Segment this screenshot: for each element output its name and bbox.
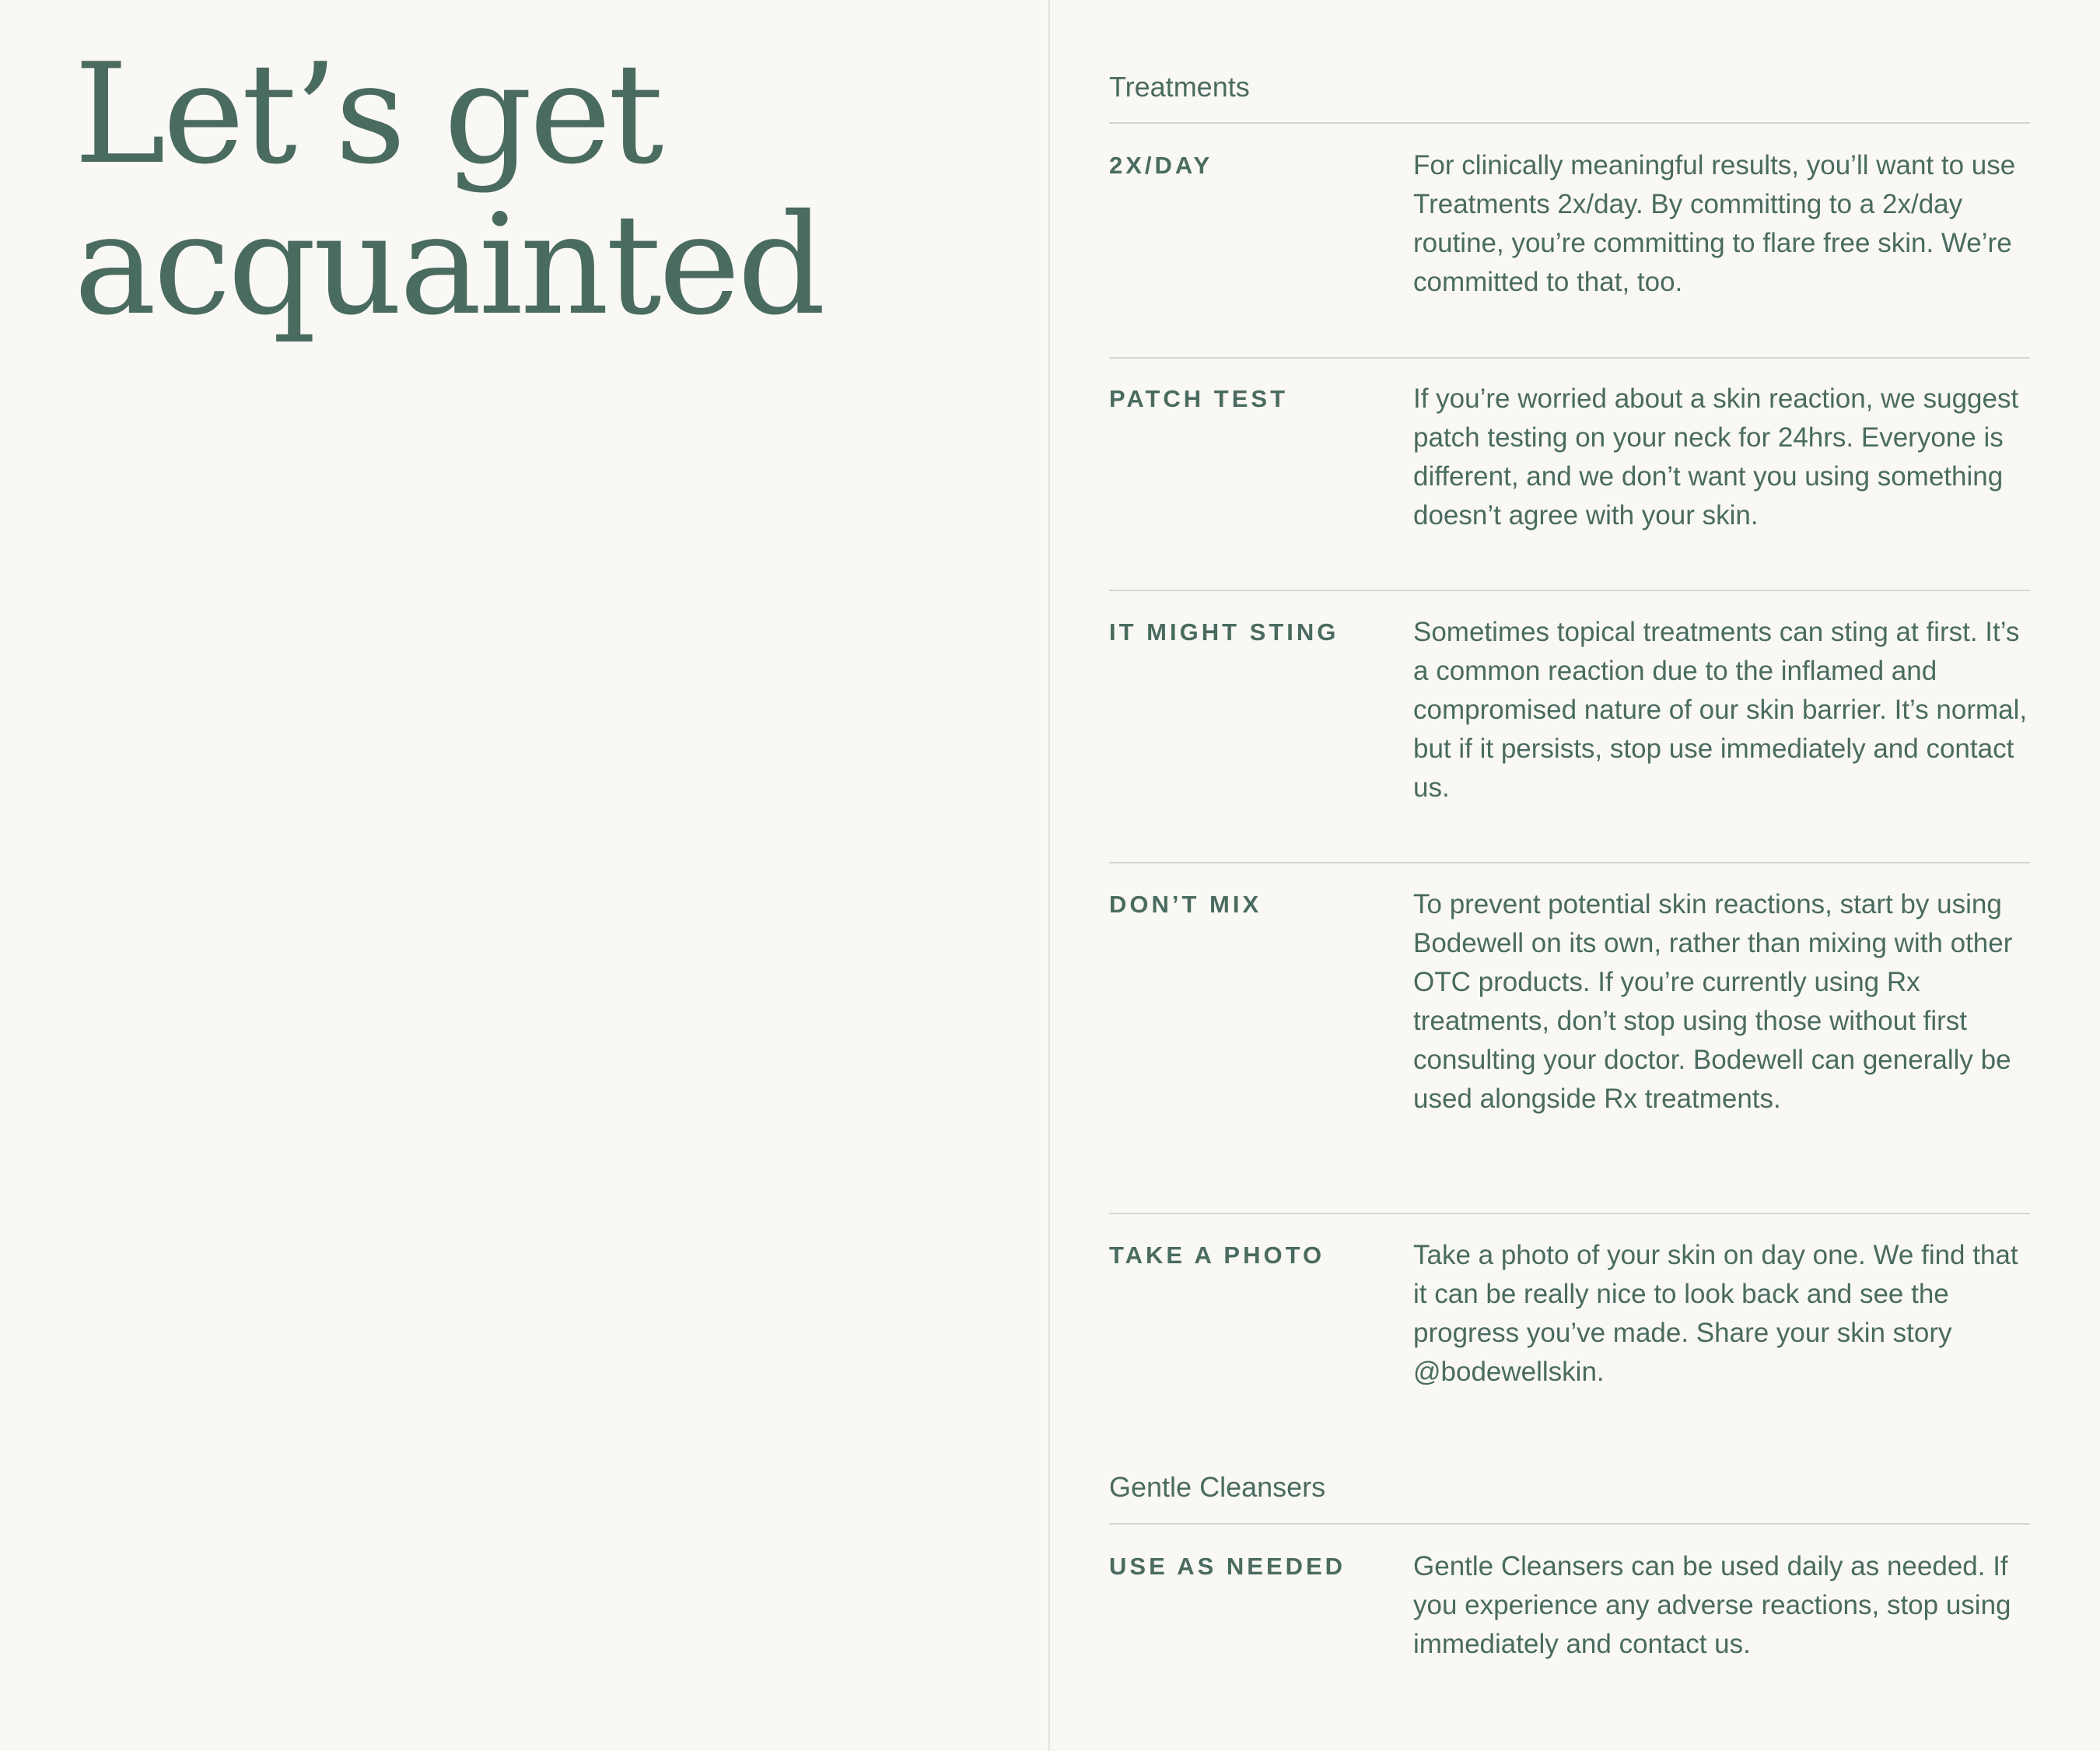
entry-label: 2X/DAY — [1109, 152, 1213, 179]
entry-label: TAKE A PHOTO — [1109, 1241, 1325, 1269]
right-page — [1109, 0, 2030, 1751]
entry-rule — [1109, 590, 2030, 591]
entry-rule — [1109, 1213, 2030, 1214]
entry-text: For clinically meaningful results, you’ll want to use Treatments 2x/day. By committing to a 2x/day routine, you’re committing to flare free skin. We’re committed to that, too. — [1413, 150, 2016, 297]
entry-label: USE AS NEEDED — [1109, 1553, 1346, 1580]
entry-text: Take a photo of your skin on day one. We find that it can be really nice to look back and see the progress you’ve made. Share your skin story @bodewellskin. — [1413, 1240, 2018, 1387]
section-rule — [1109, 122, 2030, 124]
entry-label: IT MIGHT STING — [1109, 618, 1339, 646]
entry-text: Sometimes topical treatments can sting at first. It’s a common reaction due to the inflamed and compromised nature of our skin barrier. It’s normal, but if it persists, stop use immediately and contact us. — [1413, 617, 2028, 803]
entry-label: DON’T MIX — [1109, 891, 1262, 918]
headline-line-1: Let’s get — [74, 33, 661, 194]
section-title-treatments: Treatments — [1109, 71, 1250, 103]
entry-label: PATCH TEST — [1109, 385, 1289, 412]
entry-text: If you’re worried about a skin reaction, we suggest patch testing on your neck for 24hrs. Everyone is different, and we don’t want you using something doesn’t agree with your skin. — [1413, 383, 2019, 531]
entry-text: Gentle Cleansers can be used daily as needed. If you experience any adverse reactions, stop using immediately and contact us. — [1413, 1551, 2011, 1659]
page-divider — [1048, 0, 1050, 1751]
section-rule — [1109, 1523, 2030, 1525]
left-page — [0, 0, 1048, 1751]
entry-rule — [1109, 862, 2030, 863]
headline-line-2: acquainted — [74, 184, 823, 345]
entry-rule — [1109, 357, 2030, 359]
section-title-gentle-cleansers: Gentle Cleansers — [1109, 1471, 1326, 1503]
headline — [74, 33, 823, 345]
entry-text: To prevent potential skin reactions, start by using Bodewell on its own, rather than mixing with other OTC products. If you’re currently using Rx treatments, don’t stop using those without first consulting your doctor. Bodewell can generally be used alongside Rx treatments. — [1413, 889, 2013, 1114]
